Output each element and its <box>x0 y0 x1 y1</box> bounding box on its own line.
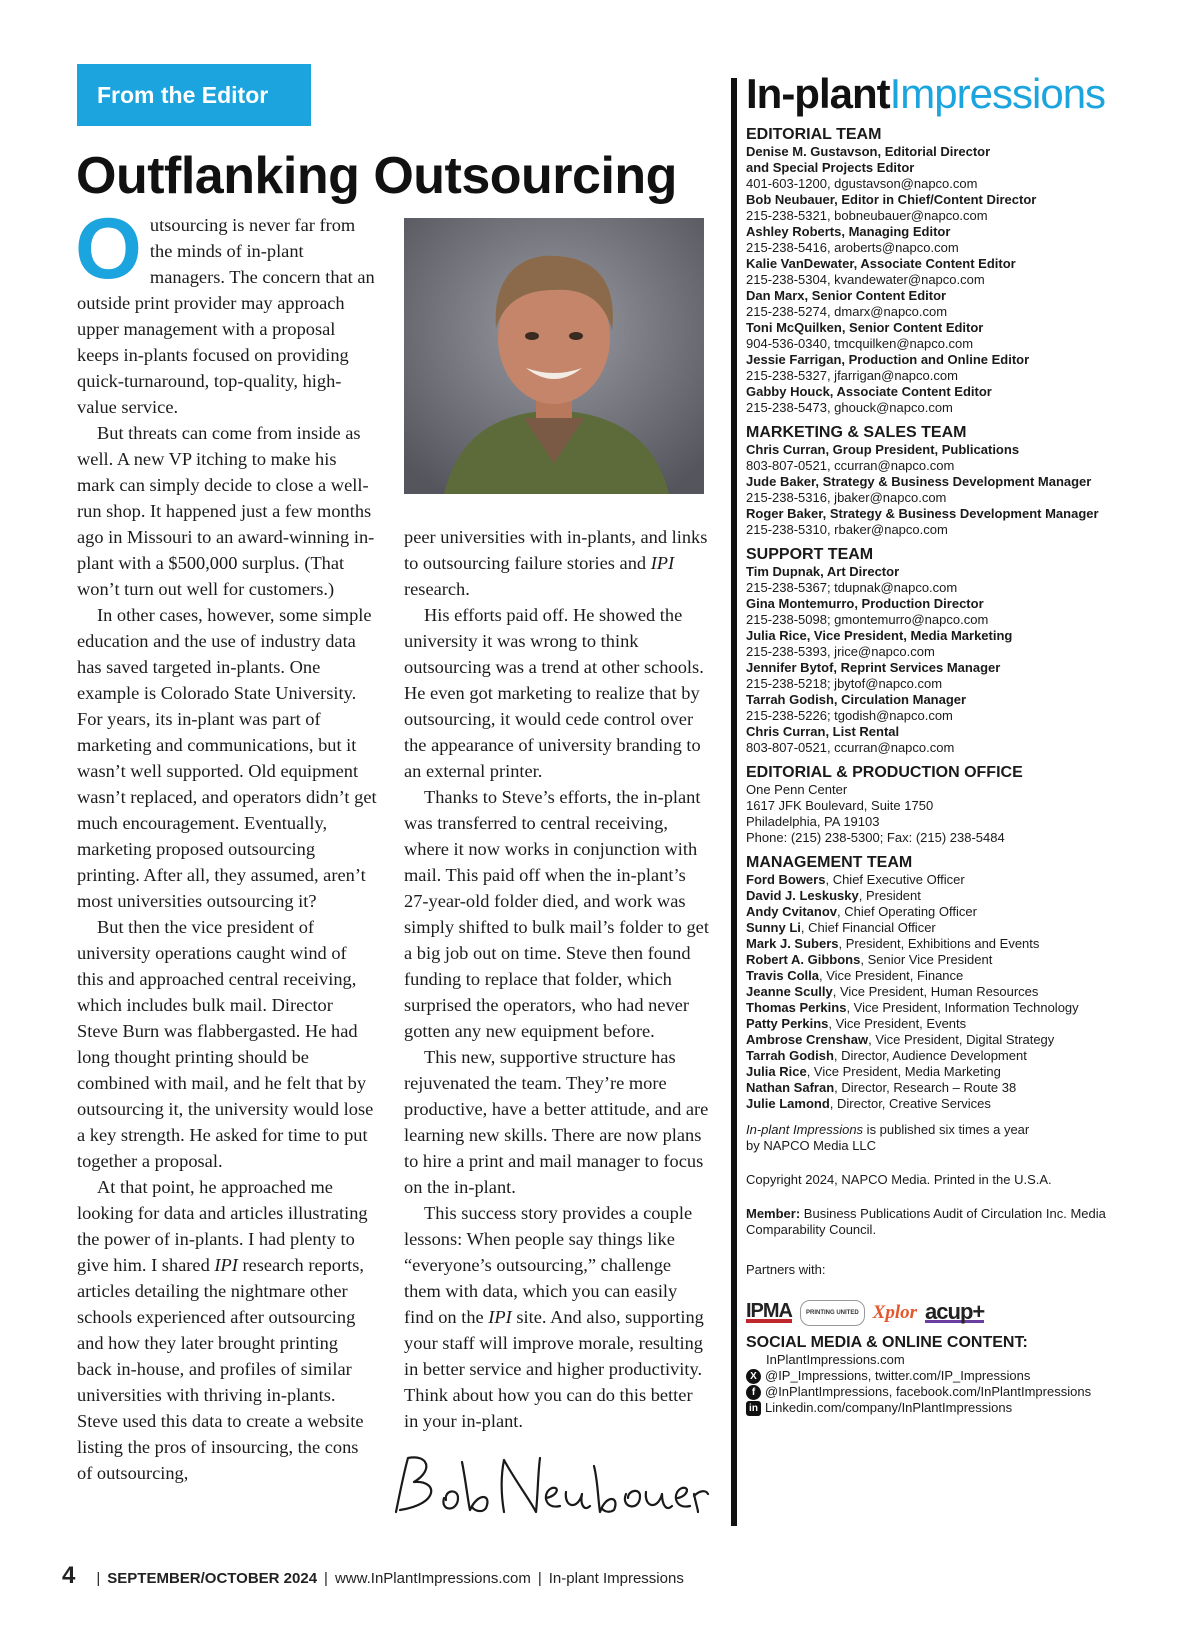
management-name: Andy Cvitanov <box>746 904 838 919</box>
management-row <box>746 904 1186 920</box>
staff-title: and Special Projects Editor <box>746 160 915 175</box>
article-paragraph: But threats can come from inside as well. A new VP itching to make his mark can simply decide to close a well-run shop. It happened just a few months ago in Missouri to an award-winning in-plant with a $500,000 surplus. (That won’t turn out well for customers.) <box>77 423 375 599</box>
staff-contact: 215-238-5393, jrice@napco.com <box>746 644 935 659</box>
social-link-text[interactable]: @InPlantImpressions, facebook.com/InPlantImpressions <box>765 1384 1092 1399</box>
staff-contact: 215-238-5316, jbaker@napco.com <box>746 490 947 505</box>
staff-contact: 215-238-5218; jbytof@napco.com <box>746 676 943 691</box>
staff-title: Toni McQuilken, Senior Content Editor <box>746 320 984 335</box>
staff-contact: 803-807-0521, ccurran@napco.com <box>746 458 955 473</box>
office-address <box>746 782 1186 846</box>
staff-title: Gabby Houck, Associate Content Editor <box>746 384 992 399</box>
office-line: 1617 JFK Boulevard, Suite 1750 <box>746 798 934 813</box>
management-row <box>746 872 1186 888</box>
footer-url[interactable]: www.InPlantImpressions.com <box>334 1570 531 1587</box>
staff-title: Chris Curran, List Rental <box>746 724 900 739</box>
acup-logo: acup+ <box>925 1298 985 1324</box>
staff-contact: 215-238-5367; tdupnak@napco.com <box>746 580 958 595</box>
signature-image <box>388 1452 710 1528</box>
article-paragraph: peer universities with in-plants, and links to outsourcing failure stories and IPI research. <box>404 527 708 599</box>
article-column-1 <box>75 201 377 1486</box>
sidebar-divider <box>731 78 737 1526</box>
management-role: , Director, Research – Route 38 <box>834 1080 1017 1095</box>
office-heading: EDITORIAL & PRODUCTION OFFICE <box>746 764 1023 781</box>
staff-contact: 215-238-5274, dmarx@napco.com <box>746 304 948 319</box>
management-role: , President, Exhibitions and Events <box>838 936 1040 951</box>
editorial-team-list <box>746 144 1186 416</box>
management-name: Jeanne Scully <box>746 984 833 999</box>
ipma-logo: IPMA <box>746 1300 792 1322</box>
article-paragraph: This success story provides a couple lessons: When people say things like “everyone’s outsourcing,” challenge them with data, which you can easily find on the IPI site. And also, supporting your staff will improve morale, resulting in better service and higher productivity. Think about how you can do this better in your in-plant. <box>404 1203 704 1431</box>
office-line: One Penn Center <box>746 782 848 797</box>
social-link-text[interactable]: Linkedin.com/company/InPlantImpressions <box>765 1400 1013 1415</box>
management-name: Sunny Li <box>746 920 801 935</box>
management-name: Patty Perkins <box>746 1016 829 1031</box>
article-paragraph: utsourcing is never far from the minds of in-plant managers. The concern that an outside print provider may approach upper management with a proposal keeps in-plants focused on providing quick-turnaround, top-quality, high-value service. <box>77 215 375 417</box>
staff-title: Tarrah Godish, Circulation Manager <box>746 692 967 707</box>
facebook-icon: f <box>746 1385 761 1400</box>
xplor-logo: Xplor <box>872 1302 918 1323</box>
editor-signature <box>388 1452 710 1528</box>
staff-title: Jennifer Bytof, Reprint Services Manager <box>746 660 1001 675</box>
management-name: Julie Lamond <box>746 1096 830 1111</box>
partners-label: Partners with: <box>746 1262 826 1277</box>
management-row <box>746 888 1186 904</box>
management-row <box>746 1096 1186 1112</box>
publication-statement: In-plant Impressions is published six times a year by NAPCO Media LLC <box>746 1122 1030 1153</box>
management-name: Nathan Safran <box>746 1080 835 1095</box>
staff-contact: 803-807-0521, ccurran@napco.com <box>746 740 955 755</box>
management-role: , Vice President, Finance <box>818 968 964 983</box>
staff-contact: 215-238-5098; gmontemurro@napco.com <box>746 612 989 627</box>
issue-date: SEPTEMBER/OCTOBER 2024 <box>107 1570 318 1587</box>
footer-separator: | <box>324 1570 328 1587</box>
membership-statement: Member: Business Publications Audit of Circulation Inc. Media Comparability Council. <box>746 1206 1106 1237</box>
management-role: , Director, Audience Development <box>833 1048 1027 1063</box>
publication-logo: In-plantImpressions <box>746 70 1106 117</box>
management-row <box>746 968 1186 984</box>
marketing-team-heading: MARKETING & SALES TEAM <box>746 424 967 441</box>
copyright-notice: Copyright 2024, NAPCO Media. Printed in the U.S.A. <box>746 1172 1052 1187</box>
support-team-heading: SUPPORT TEAM <box>746 546 874 563</box>
management-role: , Director, Creative Services <box>829 1096 991 1111</box>
management-role: , Vice President, Information Technology <box>846 1000 1079 1015</box>
staff-contact: 215-238-5473, ghouck@napco.com <box>746 400 953 415</box>
section-kicker: From the Editor <box>77 64 311 126</box>
author-photo <box>404 218 704 494</box>
management-row <box>746 1064 1186 1080</box>
staff-title: Tim Dupnak, Art Director <box>746 564 900 579</box>
management-role: , Vice President, Media Marketing <box>806 1064 1001 1079</box>
staff-title: Julia Rice, Vice President, Media Marketing <box>746 628 1013 643</box>
editorial-team-heading: EDITORIAL TEAM <box>746 126 882 143</box>
x-icon: X <box>746 1369 761 1384</box>
social-row[interactable] <box>746 1368 1186 1384</box>
staff-title: Roger Baker, Strategy & Business Development Manager <box>746 506 1099 521</box>
page-number: 4 <box>62 1562 76 1589</box>
social-media-heading: SOCIAL MEDIA & ONLINE CONTENT: <box>746 1334 1028 1351</box>
staff-contact: 904-536-0340, tmcquilken@napco.com <box>746 336 974 351</box>
page-footer <box>62 1562 684 1590</box>
management-name: Ford Bowers <box>746 872 826 887</box>
author-portrait-image <box>404 218 704 494</box>
staff-title: Gina Montemurro, Production Director <box>746 596 984 611</box>
article-paragraph: In other cases, however, some simple education and the use of industry data has saved targeted in-plants. One example is Colorado State University. For years, its in-plant was part of marketing and communications, but it wasn’t well supported. Old equipment wasn’t replaced, and operators didn’t get much encouragement. Eventually, marketing proposed outsourcing printing. After all, they assumed, aren’t most universities outsourcing it? <box>77 605 377 911</box>
article-column-2 <box>404 524 710 1434</box>
staff-title: Ashley Roberts, Managing Editor <box>746 224 951 239</box>
social-link-text[interactable]: @IP_Impressions, twitter.com/IP_Impressions <box>765 1368 1031 1383</box>
management-row <box>746 936 1186 952</box>
marketing-team-list <box>746 442 1186 538</box>
management-row <box>746 920 1186 936</box>
staff-contact: 215-238-5321, bobneubauer@napco.com <box>746 208 988 223</box>
article-headline: Outflanking Outsourcing <box>76 147 677 205</box>
management-role: , Vice President, Digital Strategy <box>868 1032 1055 1047</box>
staff-contact: 215-238-5304, kvandewater@napco.com <box>746 272 985 287</box>
masthead-sidebar <box>746 126 1186 1416</box>
printing-united-logo: PRINTING UNITED <box>800 1300 865 1326</box>
staff-title: Chris Curran, Group President, Publications <box>746 442 1020 457</box>
management-role: , Chief Executive Officer <box>825 872 965 887</box>
management-role: , Senior Vice President <box>860 952 993 967</box>
management-name: Julia Rice <box>746 1064 807 1079</box>
management-row <box>746 1080 1186 1096</box>
management-name: Travis Colla <box>746 968 819 983</box>
footer-publication: In-plant Impressions <box>548 1570 684 1587</box>
management-name: Robert A. Gibbons <box>746 952 861 967</box>
management-team-heading: MANAGEMENT TEAM <box>746 854 913 871</box>
management-row <box>746 984 1186 1000</box>
staff-contact: 215-238-5416, aroberts@napco.com <box>746 240 959 255</box>
management-role: , President <box>858 888 921 903</box>
management-role: , Chief Operating Officer <box>837 904 977 919</box>
footer-separator: | <box>96 1570 101 1587</box>
linkedin-icon: in <box>746 1401 761 1416</box>
staff-title: Kalie VanDewater, Associate Content Editor <box>746 256 1016 271</box>
article-paragraph: This new, supportive structure has rejuvenated the team. They’re more productive, have a better attitude, and are learning new skills. There are now plans to hire a print and mail manager to focus on the in-plant. <box>404 1047 709 1197</box>
social-row[interactable] <box>746 1384 1186 1400</box>
article-paragraph: But then the vice president of university operations caught wind of this and approached central receiving, which includes bulk mail. Director Steve Burn was flabbergasted. He had long thought printing should be combined with mail, and he felt that by outsourcing it, the university would lose a key strength. He asked for time to put together a proposal. <box>77 917 374 1171</box>
management-name: Thomas Perkins <box>746 1000 847 1015</box>
management-row <box>746 1016 1186 1032</box>
management-row <box>746 1048 1186 1064</box>
management-name: Mark J. Subers <box>746 936 839 951</box>
staff-title: Denise M. Gustavson, Editorial Director <box>746 144 991 159</box>
drop-cap: O <box>75 201 142 297</box>
article-paragraph: At that point, he approached me looking for data and articles illustrating the power of in-plants. I had plenty to give him. I shared IPI research reports, articles detailing the nightmare other schools experienced after outsourcing and how they later brought printing back in-house, and profiles of similar universities with thriving in-plants. Steve used this data to create a website listing the pros of insourcing, the cons of outsourcing, <box>77 1177 368 1483</box>
footer-separator: | <box>537 1570 542 1587</box>
staff-contact: 401-603-1200, dgustavson@napco.com <box>746 176 978 191</box>
office-line: Phone: (215) 238-5300; Fax: (215) 238-5484 <box>746 830 1005 845</box>
management-row <box>746 1032 1186 1048</box>
staff-title: Dan Marx, Senior Content Editor <box>746 288 947 303</box>
management-row <box>746 952 1186 968</box>
social-links <box>746 1368 1186 1416</box>
staff-contact: 215-238-5226; tgodish@napco.com <box>746 708 953 723</box>
management-role: , Vice President, Events <box>828 1016 967 1031</box>
staff-title: Jude Baker, Strategy & Business Development Manager <box>746 474 1092 489</box>
management-role: , Vice President, Human Resources <box>832 984 1039 999</box>
support-team-list <box>746 564 1186 756</box>
management-team-list <box>746 872 1186 1112</box>
article-paragraph: His efforts paid off. He showed the university it was wrong to think outsourcing was a trend at other schools. He even got marketing to realize that by outsourcing, it would cede control over the appearance of university branding to an external printer. <box>404 605 704 781</box>
article-paragraph: Thanks to Steve’s efforts, the in-plant was transferred to central receiving, where it now works in conjunction with mail. This paid off when the in-plant’s 27-year-old folder died, and work was simply shifted to bulk mail’s folder to get a big job out on time. Steve then found funding to replace that folder, which surprised the operators, who had never gotten any new equipment before. <box>404 787 709 1041</box>
staff-contact: 215-238-5310, rbaker@napco.com <box>746 522 948 537</box>
website-link[interactable]: InPlantImpressions.com <box>766 1352 905 1367</box>
office-line: Philadelphia, PA 19103 <box>746 814 880 829</box>
management-name: David J. Leskusky <box>746 888 859 903</box>
social-row[interactable] <box>746 1400 1186 1416</box>
staff-contact: 215-238-5327, jfarrigan@napco.com <box>746 368 958 383</box>
partner-logos <box>746 1294 1186 1332</box>
management-name: Ambrose Crenshaw <box>746 1032 869 1047</box>
management-role: , Chief Financial Officer <box>800 920 936 935</box>
staff-title: Jessie Farrigan, Production and Online Editor <box>746 352 1030 367</box>
staff-title: Bob Neubauer, Editor in Chief/Content Director <box>746 192 1037 207</box>
management-name: Tarrah Godish <box>746 1048 834 1063</box>
management-row <box>746 1000 1186 1016</box>
